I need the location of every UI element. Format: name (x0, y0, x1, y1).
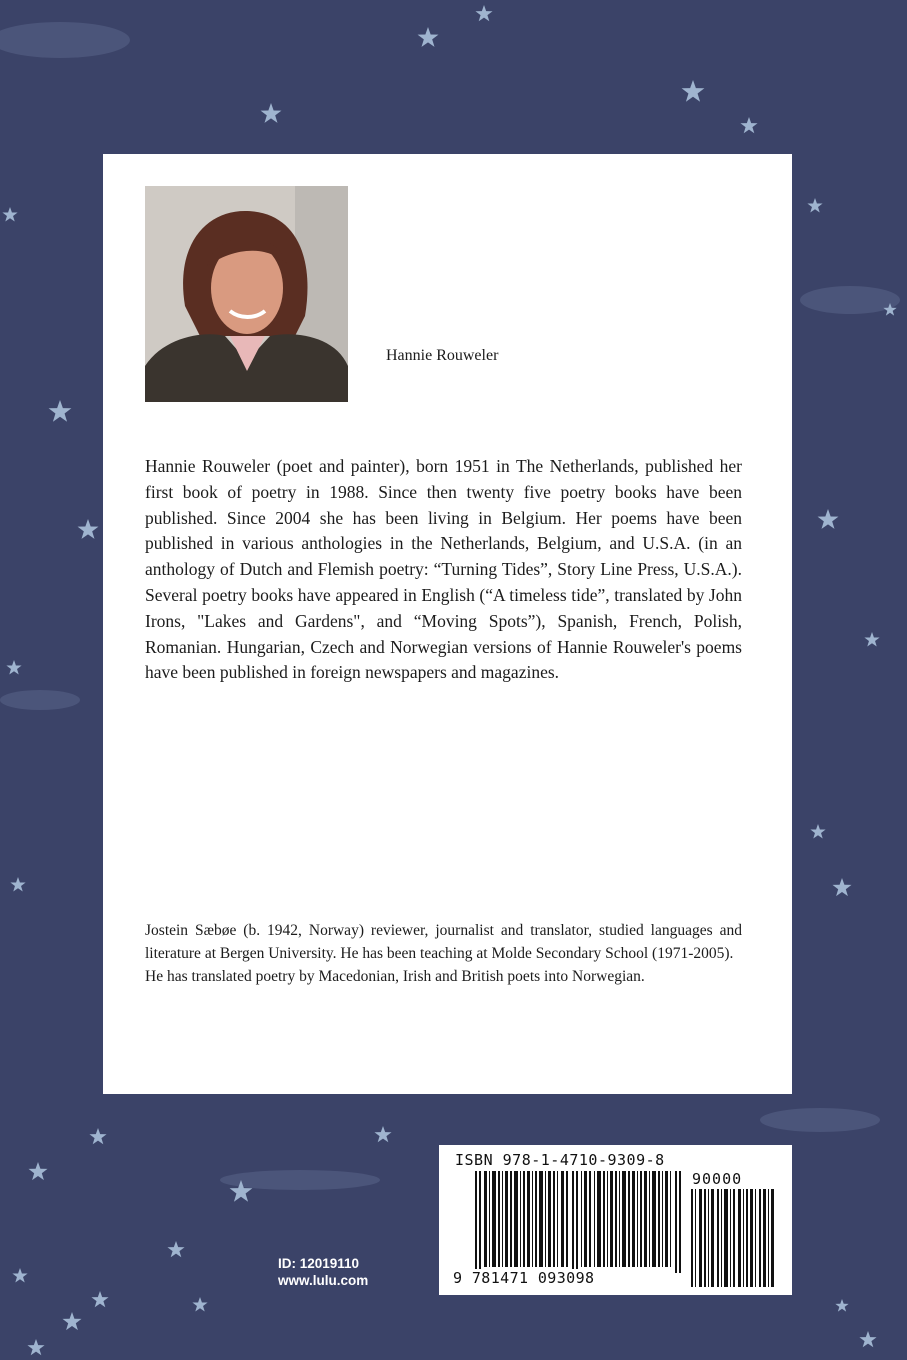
translator-biography (145, 920, 742, 988)
price-code: 90000 (692, 1170, 743, 1188)
publisher-info (278, 1255, 368, 1289)
isbn-barcode (439, 1145, 792, 1295)
author-biography: Hannie Rouweler (poet and painter), born 1951 in The Netherlands, published her first book of poetry in 1988. Since then twenty five poetry books have been published. Since 2004 she has been living in Belgium. Her poems have been published in various anthologies in the Netherlands, Belgium, and U.S.A. (in an anthology of Dutch and Flemish poetry: “Turning Tides”, Story Line Press, U.S.A.). Several poetry books have appeared in English (“A timeless tide”, translated by John Irons, "Lakes and Gardens", and “Moving Spots”), Spanish, French, Polish, Romanian. Hungarian, Czech and Norwegian versions of Hannie Rouweler's poems have been published in foreign newspapers and magazines. (145, 456, 742, 683)
addon-bars (691, 1189, 775, 1287)
isbn-digits: 9 781471 093098 (453, 1269, 595, 1287)
publisher-id: ID: 12019110 (278, 1256, 360, 1271)
photo-caption: Hannie Rouweler (386, 347, 499, 364)
isbn-label: ISBN 978-1-4710-9309-8 (455, 1151, 665, 1169)
translator-paragraph-2: He has translated poetry by Macedonian, Irish and British poets into Norwegian. (145, 967, 645, 985)
publisher-url: www.lulu.com (278, 1273, 369, 1288)
author-photo (145, 186, 348, 402)
translator-paragraph-1: Jostein Sæbøe (b. 1942, Norway) reviewer, journalist and translator, studied languages and literature at Bergen University. He has been teaching at Molde Secondary School (1971-2005). (145, 922, 742, 962)
content-panel (103, 154, 792, 1094)
ean-bars (475, 1171, 681, 1273)
